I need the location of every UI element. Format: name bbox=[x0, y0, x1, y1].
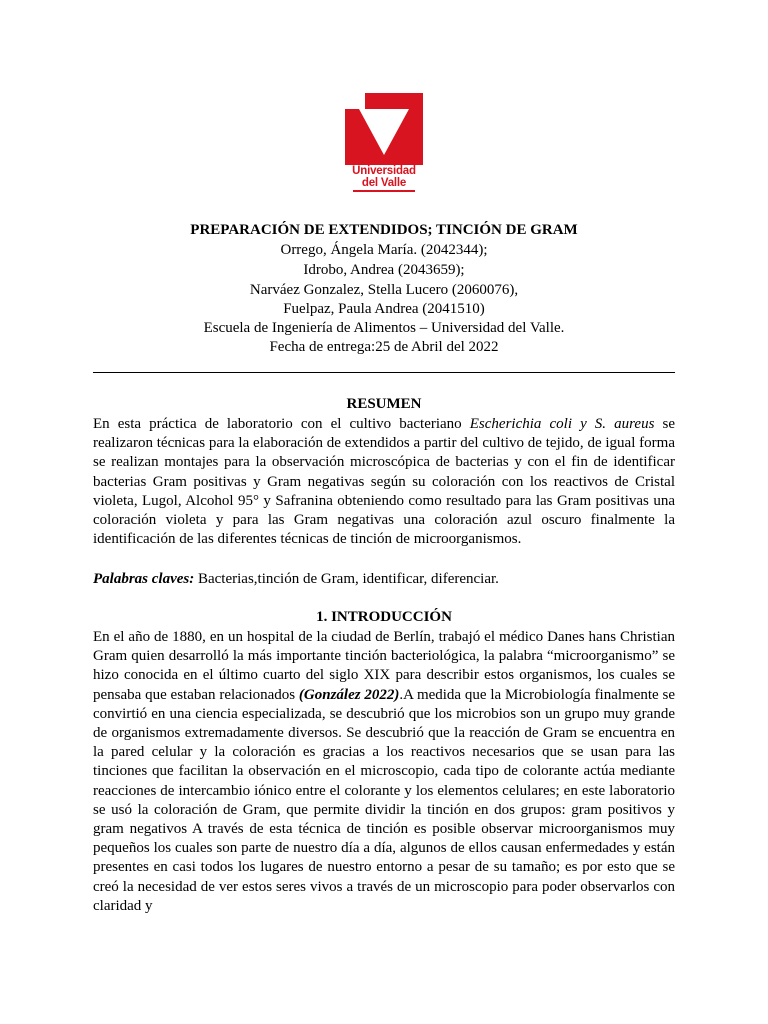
logo-underline bbox=[353, 190, 415, 192]
introduction-text-start: En el año de 1880, en un hospital de la ciudad de Berlín, trabajó el médico Danes hans Christian Gram quien desarrolló la más importante tinción bacteriológica, la palabra “microorganismo” se hizo conocida en el último cuarto del siglo XIX para describir estos organismos, los cuales se pensaba que estaban relacionados bbox=[93, 629, 675, 703]
introduction-citation: (González 2022) bbox=[298, 686, 400, 703]
keywords-label: Palabras claves: bbox=[93, 571, 195, 587]
header-divider bbox=[93, 372, 675, 373]
university-logo bbox=[343, 93, 425, 198]
document-title: PREPARACIÓN DE EXTENDIDOS; TINCIÓN DE GRAM bbox=[190, 222, 578, 238]
keywords-line bbox=[93, 569, 675, 589]
introduction-text-end: .A medida que la Microbiología finalmente se convirtió en una ciencia especializada, se descubrió que los microbios son un grupo muy grande de organismos extremadamente diversos. Se descubrió que la reacción de Gram se encuentra en la pared celular y la coloración es gracias a los reactivos necesarios que se usan para las tinciones que facilitan la observación en el microscopio, cada tipo de colorante actúa mediante reacciones de intercambio iónico entre el colorante y los elementos celulares; en este laboratorio se usó la coloración de Gram, que permite dividir la tinción en dos grupos: gram positivos y gram negativos A través de esta técnica de tinción es posible observar microorganismos muy pequeños los cuales son parte de nuestro día a día, algunos de ellos causan enfermedades y están presentes en casi todos los lugares de nuestro entorno a pesar de su tamaño; es por esto que se creó la necesidad de ver estos seres vivos a través de un microscopio para poder observarlos con claridad y bbox=[93, 686, 675, 914]
introduction-paragraph bbox=[93, 628, 675, 916]
school-affiliation: Escuela de Ingeniería de Alimentos – Universidad del Valle. bbox=[203, 320, 565, 336]
university-logo-icon bbox=[345, 93, 423, 165]
introduction-heading: 1. INTRODUCCIÓN bbox=[316, 609, 452, 625]
logo-line-1: Universidad bbox=[352, 165, 416, 177]
author-1: Orrego, Ángela María. (2042344); bbox=[280, 242, 488, 258]
author-2: Idrobo, Andrea (2043659); bbox=[303, 262, 465, 278]
keywords-text: Bacterias,tinción de Gram, identificar, diferenciar. bbox=[194, 571, 499, 587]
author-3: Narváez Gonzalez, Stella Lucero (2060076), bbox=[249, 282, 519, 298]
submission-date: Fecha de entrega:25 de Abril del 2022 bbox=[269, 339, 499, 355]
logo-line-2: del Valle bbox=[361, 177, 407, 189]
author-4: Fuelpaz, Paula Andrea (2041510) bbox=[283, 301, 485, 317]
abstract-text-start: En esta práctica de laboratorio con el cultivo bacteriano bbox=[93, 416, 470, 432]
abstract-text-end: se realizaron técnicas para la elaboración de extendidos a partir del cultivo de tejido, de igual forma se realizan montajes para la observación microscópica de bacterias y con el fin de identificar bacterias Gram positivas y Gram negativas según su coloración con los reactivos de Cristal violeta, Lugol, Alcohol 95° y Safranina obteniendo como resultado para las Gram positivas una coloración violeta y para las Gram negativas una coloración azul oscuro finalmente la identificación de las diferentes técnicas de tinción de microorganismos. bbox=[93, 416, 675, 548]
abstract-species: Escherichia coli y S. aureus bbox=[469, 416, 655, 432]
university-logo-text bbox=[343, 165, 425, 192]
abstract-paragraph bbox=[93, 415, 675, 549]
abstract-heading: RESUMEN bbox=[346, 396, 422, 412]
